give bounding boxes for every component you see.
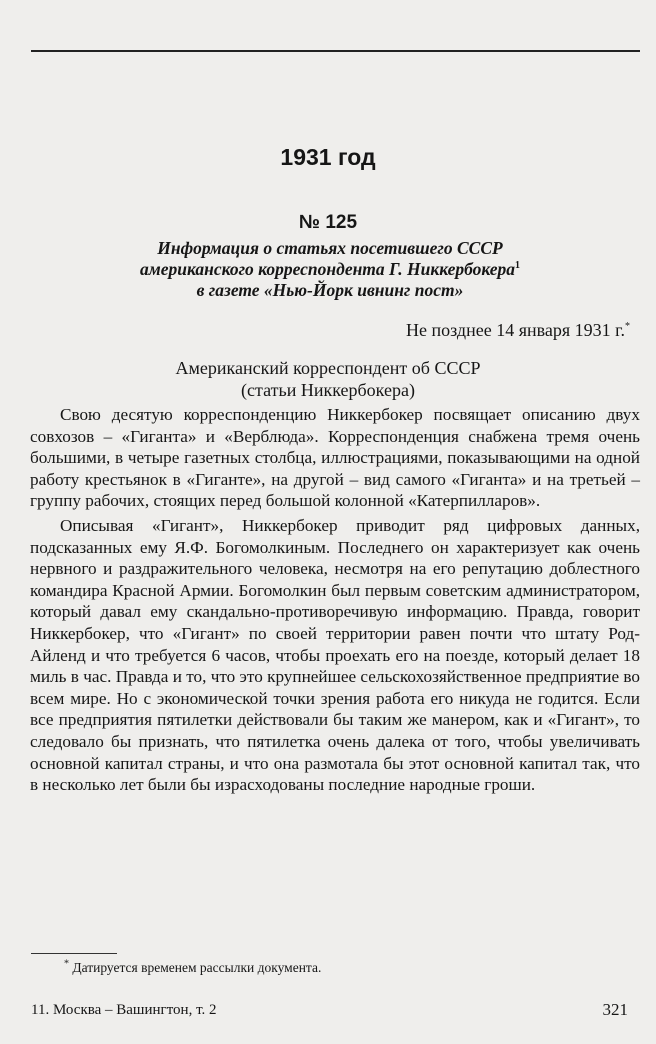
document-date: Не позднее 14 января 1931 г.* xyxy=(406,320,630,340)
document-number: № 125 xyxy=(298,212,358,233)
paragraph: Свою десятую корреспонденцию Никкербокер посвящает описанию двух совхозов – «Гиганта» и «Верблюда». Корреспонденция снабжена тремя очень большими, в четыре газетных столбца, иллюстрациями, показывающими на одной работу крестьянок в «Гиганте», на другой – вид самого «Гиганта» и на третьей – группу рабочих, стоящих перед большой колонной «Катерпилларов». xyxy=(30,405,640,511)
footnote-rule xyxy=(31,953,117,954)
footer-signature: 11. Москва – Вашингтон, т. 2 xyxy=(31,1002,217,1018)
article-body xyxy=(30,404,640,796)
document-title-line: американского корреспондента Г. Никкербокера$^1$ xyxy=(139,259,520,279)
paragraph: Описывая «Гигант», Никкербокер приводит ряд цифровых данных, подсказанных ему Я.Ф. Богомолкиным. Последнего он характеризует как очень нервного и раздражительного человека, несмотря на его репутацию доблестного командира Красной Армии. Богомолкин был первым советским администратором, который давал ему скандально-противоречивую информацию. Правда, говорит Никкербокер, что «Гигант» по своей территории равен почти что штату Род-Айленд и что требуется 6 часов, чтобы проехать его на поезде, который делает 18 миль в час. Правда и то, что это крупнейшее сельскохозяйственное предприятие во всем мире. Но с экономической точки зрения работа его никуда не годится. Если все предприятия пятилетки действовали бы таким же манером, как и «Гигант», то следовало бы признать, что пятилетка очень далека от того, чтобы увеличивать основной капитал страны, и что она размотала бы этот основной капитал так, что в несколько лет были бы израсходованы последние народные гроши. xyxy=(30,515,640,795)
footnote-marker: * xyxy=(64,958,69,970)
document-title xyxy=(60,238,600,301)
article-heading-line: (статьи Никкербокера) xyxy=(241,380,415,400)
page-number: 321 xyxy=(602,1000,628,1019)
document-title-line: в газете «Нью-Йорк ивнинг пост» xyxy=(196,280,464,300)
footnote-marker: * xyxy=(625,321,630,332)
top-rule xyxy=(31,50,640,52)
footnote-text: Датируется временем рассылки документа. xyxy=(72,960,322,975)
footnote-marker: 1 xyxy=(515,260,520,272)
document-title-line: Информация о статьях посетившего СССР xyxy=(157,238,503,258)
article-heading-line: Американский корреспондент об СССР xyxy=(175,358,481,378)
footnote xyxy=(64,960,321,976)
section-year-heading: 1931 год xyxy=(280,144,376,170)
article-heading xyxy=(0,357,656,401)
